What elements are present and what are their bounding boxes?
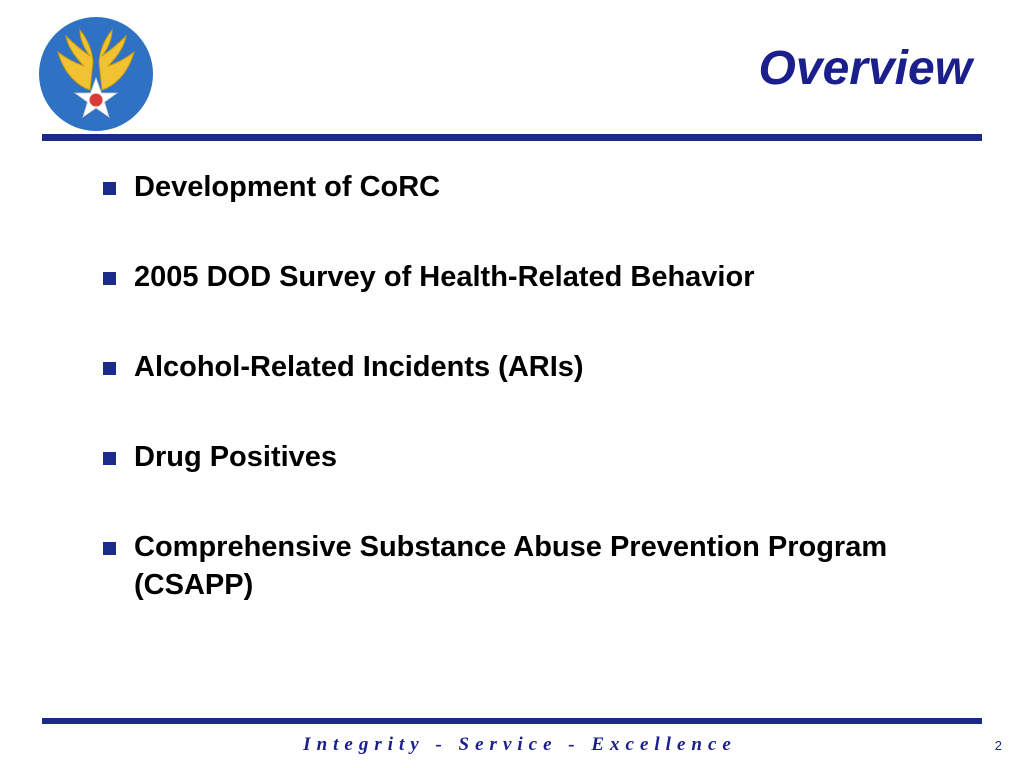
footer-divider: [42, 718, 982, 724]
square-bullet-icon: [103, 362, 116, 375]
bullet-text: Drug Positives: [134, 441, 338, 473]
bullet-text: Comprehensive Substance Abuse Prevention Program (CSAPP): [134, 531, 888, 601]
bullet-text: Alcohol-Related Incidents (ARIs): [134, 351, 584, 383]
bullet-item: [100, 258, 960, 296]
header-divider: [42, 134, 982, 141]
bullet-text: Development of CoRC: [134, 171, 441, 203]
footer-motto: Integrity - Service - Excellence: [303, 734, 737, 755]
square-bullet-icon: [103, 542, 116, 555]
bullet-item: [100, 528, 960, 604]
page-number: 2: [994, 738, 1002, 753]
slide-title: Overview: [758, 42, 972, 95]
bullet-text: 2005 DOD Survey of Health-Related Behavior: [134, 261, 755, 293]
square-bullet-icon: [103, 182, 116, 195]
bullet-item: [100, 438, 960, 476]
bullet-item: [100, 348, 960, 386]
square-bullet-icon: [103, 452, 116, 465]
air-corps-logo-icon: [38, 16, 154, 132]
bullet-item: [100, 168, 960, 206]
square-bullet-icon: [103, 272, 116, 285]
bullet-list: [100, 168, 960, 604]
